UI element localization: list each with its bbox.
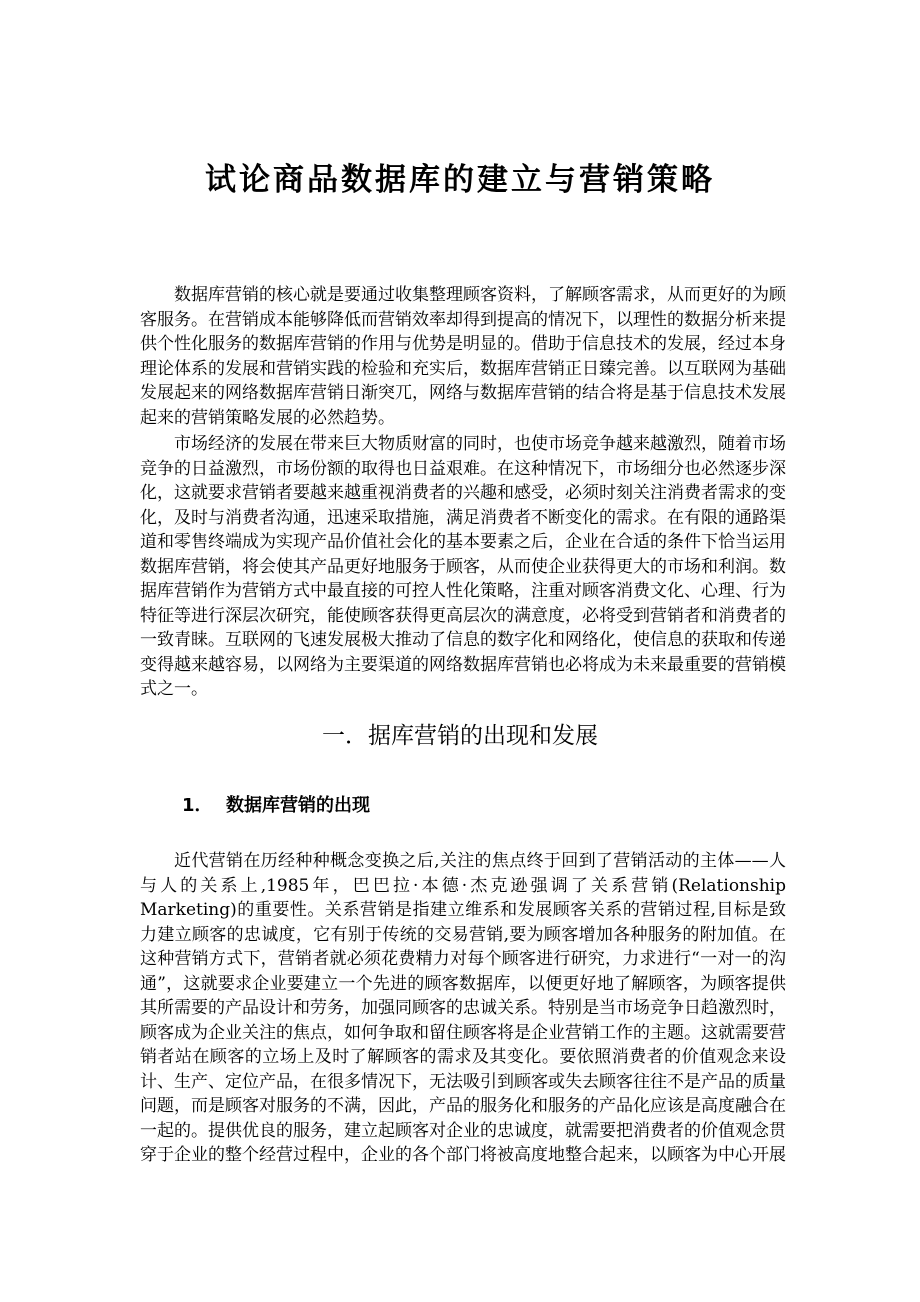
section-paragraph: 近代营销在历经种种概念变换之后,关注的焦点终于回到了营销活动的主体——人与人的关系上,1985年，巴巴拉·本德·杰克逊强调了关系营销(Relationship Marketing)的重要性。关系营销是指建立维系和发展顾客关系的营销过程,目标是致力建立顾客的忠诚度，它有别于传统的交易营销,要为顾客增加各种服务的附加值。在这种营销方式下，营销者就必须花费精力对每个顾客进行研究，力求进行“一对一的沟通”，这就要求企业要建立一个先进的顾客数据库，以便更好地了解顾客，为顾客提供其所需要的产品设计和劳务，加强同顾客的忠诚关系。特别是当市场竞争日趋激烈时，顾客成为企业关注的焦点，如何争取和留住顾客将是企业营销工作的主题。这就需要营销者站在顾客的立场上及时了解顾客的需求及其变化。要依照消费者的价值观念来设计、生产、定位产品，在很多情况下，无法吸引到顾客或失去顾客往往不是产品的质量问题，而是顾客对服务的不满，因此，产品的服务化和服务的产品化应该是高度融合在一起的。提供优良的服务，建立起顾客对企业的忠诚度，就需要把消费者的价值观念贯穿于企业的整个经营过程中，企业的各个部门将被高度地整合起来，以顾客为中心开展: [140, 851, 786, 1165]
section-heading: 一．据库营销的出现和发展: [322, 723, 598, 749]
subsection-title: 数据库营销的出现: [226, 795, 370, 816]
document-title: 试论商品数据库的建立与营销策略: [205, 162, 715, 198]
intro-paragraph-1: 数据库营销的核心就是要通过收集整理顾客资料，了解顾客需求，从而更好的为顾客服务。在营销成本能够降低而营销效率却得到提高的情况下，以理性的数据分析来提供个性化服务的数据库营销的作用与优势是明显的。借助于信息技术的发展，经过本身理论体系的发展和营销实践的检验和充实后，数据库营销正日臻完善。以互联网为基础发展起来的网络数据库营销日渐突兀，网络与数据库营销的结合将是基于信息技术发展起来的营销策略发展的必然趋势。: [140, 285, 786, 428]
subsection-number: 1．: [182, 795, 213, 816]
subsection-heading: [182, 792, 370, 820]
intro-paragraph-2: 市场经济的发展在带来巨大物质财富的同时，也使市场竞争越来越激烈，随着市场竞争的日益激烈，市场份额的取得也日益艰难。在这种情况下，市场细分也必然逐步深化，这就要求营销者要越来越重视消费者的兴趣和感受，必须时刻关注消费者需求的变化，及时与消费者沟通，迅速采取措施，满足消费者不断变化的需求。在有限的通路渠道和零售终端成为实现产品价值社会化的基本要素之后，企业在合适的条件下恰当运用数据库营销，将会使其产品更好地服务于顾客，从而使企业获得更大的市场和利润。数据库营销作为营销方式中最直接的可控人性化策略，注重对顾客消费文化、心理、行为特征等进行深层次研究，能使顾客获得更高层次的满意度，必将受到营销者和消费者的一致青睐。互联网的飞速发展极大推动了信息的数字化和网络化，使信息的获取和传递变得越来越容易，以网络为主要渠道的网络数据库营销也必将成为未来最重要的营销模式之一。: [140, 434, 786, 699]
